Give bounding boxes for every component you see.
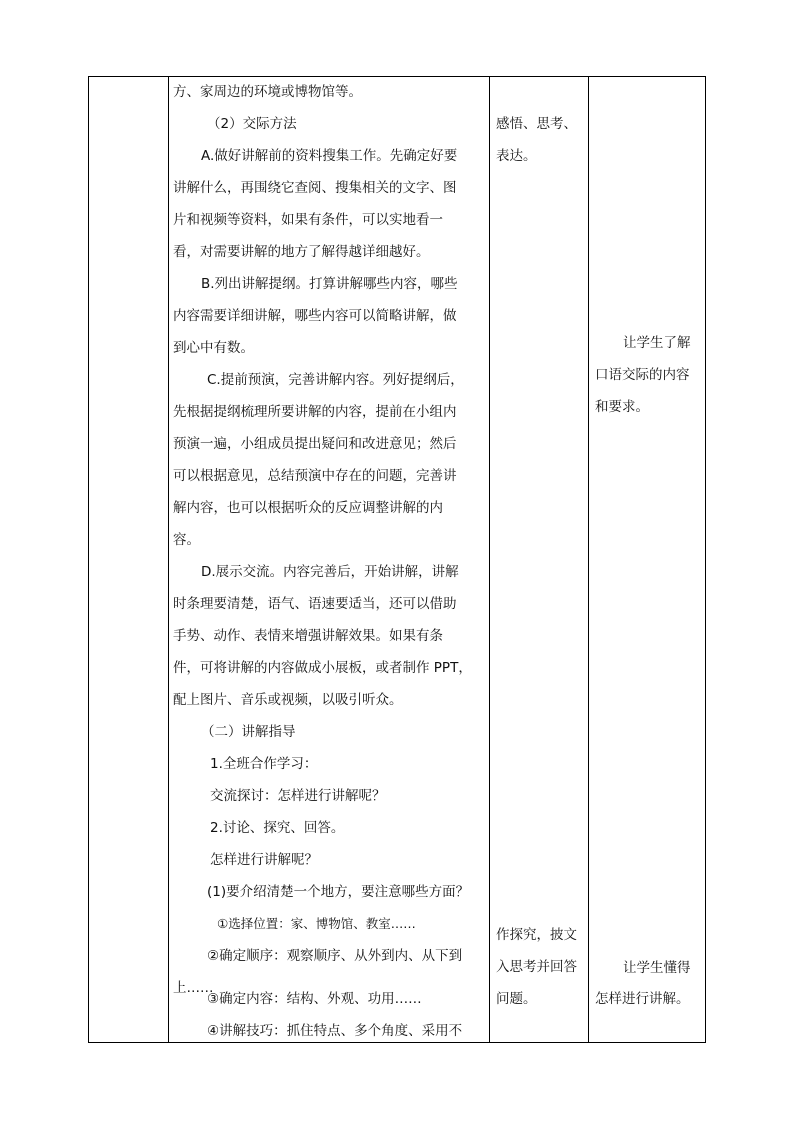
content-line: ②确定顺序：观察顺序、从外到内、从下到 [207,948,463,964]
content-line: 看，对需要讲解的地方了解得越详细越好。 [173,244,430,260]
content-line: 表达。 [496,148,537,164]
content-line: 上…… [173,980,214,996]
content-line: 容。 [173,532,200,548]
content-line: 到心中有数。 [173,340,254,356]
content-line: D.展示交流。内容完善后，开始讲解，讲解 [201,564,459,580]
content-line: 入思考并回答 [496,959,577,975]
content-line: 1.全班合作学习： [210,756,318,772]
content-line: 可以根据意见，总结预演中存在的问题，完善讲 [173,468,457,484]
content-line: 预演一遍，小组成员提出疑问和改进意见；然后 [173,436,457,452]
content-line: 片和视频等资料，如果有条件，可以实地看一 [173,212,443,228]
blank-column-cell [89,77,168,1042]
content-line: （二）讲解指导 [201,724,296,740]
content-line: A.做好讲解前的资料搜集工作。先确定好要 [201,148,458,164]
lesson-plan-table [88,76,706,1043]
content-line: ③确定内容：结构、外观、功用…… [207,991,422,1007]
content-line: 感悟、思考、 [496,116,577,132]
content-line: (1)要介绍清楚一个地方，要注意哪些方面？ [207,884,470,900]
content-line: 方、家周边的环境或博物馆等。 [173,84,362,100]
content-line: 交流探讨：怎样进行讲解呢？ [210,788,386,804]
content-line: ①选择位置：家、博物馆、教室…… [217,916,416,931]
content-line: 内容需要详细讲解，哪些内容可以简略讲解，做 [173,308,457,324]
content-line: 2.讨论、探究、回答。 [210,820,345,836]
teaching-process-cell [169,77,489,1042]
content-line: 时条理要清楚，语气、语速要适当，还可以借助 [173,596,457,612]
content-line: 和要求。 [595,399,649,415]
content-line: （2）交际方法 [207,116,297,132]
content-line: 件，可将讲解的内容做成小展板，或者制作 PPT， [173,660,472,676]
content-line: 讲解什么，再围绕它查阅、搜集相关的文字、图 [173,180,457,196]
content-line: 先根据提纲梳理所要讲解的内容，提前在小组内 [173,404,457,420]
content-line: 配上图片、音乐或视频，以吸引听众。 [173,692,403,708]
content-line: 手势、动作、表情来增强讲解效果。如果有条 [173,628,443,644]
content-line: ④讲解技巧：抓住特点、多个角度、采用不 [207,1023,463,1039]
content-line: C.提前预演，完善讲解内容。列好提纲后， [207,372,464,388]
content-line: 让学生了解 [623,335,691,351]
content-line: 口语交际的内容 [595,367,690,383]
student-activity-cell [490,77,588,1042]
content-line: 作探究，披文 [496,927,577,943]
content-line: B.列出讲解提纲。打算讲解哪些内容，哪些 [201,276,458,292]
content-line: 让学生懂得 [623,960,691,976]
content-line: 怎样进行讲解。 [595,991,690,1007]
content-line: 解内容，也可以根据听众的反应调整讲解的内 [173,500,443,516]
design-intent-cell [589,77,705,1042]
content-line: 怎样进行讲解呢？ [210,852,318,868]
content-line: 问题。 [496,991,537,1007]
